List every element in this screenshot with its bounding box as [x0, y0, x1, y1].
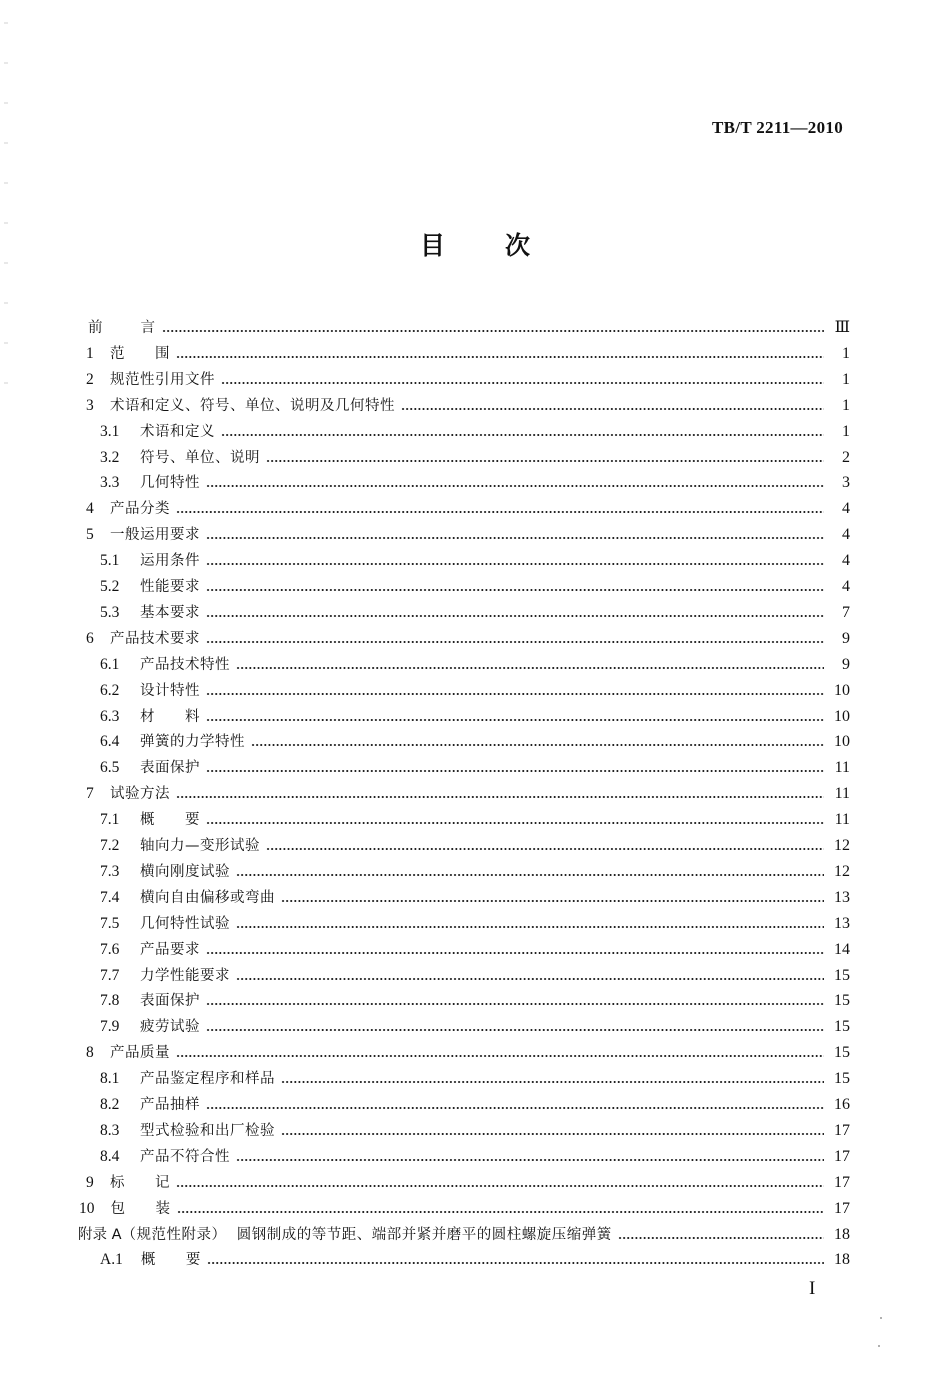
toc-entry-title: 产品技术特性 — [140, 656, 230, 673]
toc-entry-page: 18 — [834, 1225, 850, 1243]
toc-entry-page: 7 — [842, 603, 850, 621]
toc-entry-page: 10 — [834, 733, 850, 751]
title-char-1: 目 — [419, 231, 445, 260]
toc-entry-number: 3 — [86, 396, 94, 414]
toc-entry-page: 4 — [842, 552, 850, 570]
toc-entry-number: 7.8 — [100, 992, 120, 1010]
toc-entry-page: 4 — [842, 526, 850, 544]
toc-entry-page: Ⅲ — [834, 319, 850, 336]
toc-entry-number: 8.1 — [100, 1070, 120, 1088]
toc-entry-number: 7.6 — [100, 940, 120, 958]
toc-entry-title: 言 — [140, 320, 156, 336]
toc-entry[interactable] — [86, 1169, 850, 1193]
toc-entry-page: 12 — [834, 837, 850, 854]
toc-entry[interactable] — [86, 392, 850, 416]
toc-entry-page: 1 — [842, 370, 850, 388]
dot-leader — [206, 1001, 824, 1007]
dot-leader — [206, 613, 824, 619]
toc-entry-page: 4 — [842, 578, 850, 595]
toc-entry-number: 5 — [86, 526, 94, 544]
dot-leader — [236, 976, 824, 982]
toc-entry-page: 15 — [834, 966, 850, 984]
dot-leader — [618, 1235, 824, 1241]
toc-entry-page: 1 — [842, 344, 850, 362]
toc-entry-number: 8.2 — [100, 1096, 120, 1113]
toc-entry-title: 产品不符合性 — [140, 1148, 230, 1165]
dot-leader — [236, 872, 824, 878]
toc-entry-number: 1 — [86, 344, 94, 362]
toc-entry-page: 13 — [834, 914, 850, 932]
toc-entry[interactable] — [100, 728, 850, 752]
page-folio: I — [809, 1278, 816, 1299]
dot-leader — [281, 1131, 824, 1137]
toc-entry-number: 10 — [79, 1199, 95, 1217]
toc-entry-number: 6.1 — [100, 655, 120, 673]
toc-entry-number: 前 — [88, 320, 103, 336]
toc-entry-number: 5.2 — [100, 578, 120, 595]
toc-entry-title: 试验方法 — [110, 786, 170, 803]
dot-leader — [176, 1053, 824, 1059]
toc-entry-number: 8.4 — [100, 1147, 120, 1165]
toc-entry-number: A.1 — [100, 1251, 123, 1269]
toc-entry-page: 18 — [834, 1251, 850, 1269]
dot-leader — [177, 1209, 825, 1215]
toc-entry-title: 横向自由偏移或弯曲 — [140, 889, 275, 906]
toc-entry[interactable] — [100, 936, 850, 960]
dot-leader — [236, 1157, 824, 1163]
dot-leader — [162, 328, 825, 334]
dot-leader — [206, 535, 824, 541]
toc-entry-title: 术语和定义、符号、单位、说明及几何特性 — [110, 397, 395, 414]
toc-entry[interactable] — [100, 547, 850, 571]
dot-leader — [206, 561, 824, 567]
dot-leader — [207, 1260, 824, 1266]
toc-entry-title: 弹簧的力学特性 — [140, 734, 245, 751]
toc-entry-page: 17 — [834, 1199, 850, 1217]
toc-entry-title: 产品要求 — [140, 941, 200, 958]
dot-leader — [206, 691, 824, 697]
toc-entry[interactable] — [100, 703, 850, 727]
toc-entry[interactable] — [100, 1091, 850, 1115]
toc-entry-title: 材 料 — [140, 708, 200, 725]
toc-entry-title: 概 要 — [140, 1252, 201, 1269]
toc-entry-title: 规范性引用文件 — [110, 371, 215, 388]
toc-entry-number: 7 — [86, 785, 94, 803]
toc-entry-number: 7.5 — [100, 914, 120, 932]
toc-entry-title: 符号、单位、说明 — [140, 449, 260, 466]
toc-entry-number: 7.1 — [100, 811, 120, 829]
toc-entry[interactable] — [86, 521, 850, 545]
toc-entry-number: 3.1 — [100, 422, 120, 440]
toc-entry[interactable] — [86, 780, 850, 804]
toc-entry-title: 概 要 — [140, 812, 200, 829]
dot-leader — [206, 950, 824, 956]
toc-entry[interactable] — [100, 884, 850, 908]
toc-entry-title: 产品鉴定程序和样品 — [140, 1071, 275, 1088]
toc-entry-title: 疲劳试验 — [140, 1019, 200, 1036]
toc-entry[interactable] — [86, 366, 850, 390]
toc-entry-title: 产品分类 — [110, 501, 170, 518]
toc-entry-number: 5.1 — [100, 552, 120, 570]
dot-leader — [176, 794, 824, 800]
toc-entry[interactable] — [100, 444, 850, 468]
toc-entry-page: 1 — [842, 422, 850, 440]
dot-leader — [206, 1027, 824, 1033]
toc-entry-number: 7.3 — [100, 862, 120, 880]
dot-leader — [236, 665, 824, 671]
toc-entry-number: 5.3 — [100, 603, 120, 621]
toc-entry[interactable] — [100, 1013, 850, 1037]
toc-entry-page: 9 — [842, 629, 850, 647]
toc-entry[interactable] — [100, 1246, 850, 1270]
toc-entry[interactable] — [86, 495, 850, 519]
toc-entry-title: 范 围 — [110, 345, 170, 362]
toc-entry-title: （规范性附录） 圆钢制成的等节距、端部并紧并磨平的圆柱螺旋压缩弹簧 — [121, 1226, 612, 1243]
toc-entry-number: 8 — [86, 1044, 94, 1062]
toc-entry-title: 表面保护 — [140, 760, 200, 777]
page-title — [0, 226, 950, 262]
toc-entry-page: 2 — [842, 448, 850, 466]
dot-leader — [176, 354, 824, 360]
toc-entry-number: 7.2 — [100, 837, 120, 854]
toc-entry[interactable] — [100, 987, 850, 1011]
toc-entry[interactable] — [100, 418, 850, 442]
toc-entry-title: 产品质量 — [110, 1045, 170, 1062]
dot-leader — [236, 924, 824, 930]
scan-edge-artifact — [4, 0, 8, 400]
toc-entry-page: 9 — [842, 655, 850, 673]
toc-entry-title: 标 记 — [110, 1174, 170, 1191]
toc-entry[interactable] — [79, 1195, 850, 1219]
toc-entry-number: 2 — [86, 370, 94, 388]
toc-entry-page: 12 — [834, 862, 850, 880]
toc-entry[interactable] — [100, 573, 850, 597]
toc-entry[interactable] — [100, 858, 850, 882]
toc-entry-page: 15 — [834, 1044, 850, 1062]
toc-entry-page: 14 — [834, 940, 850, 958]
toc-entry[interactable] — [100, 910, 850, 934]
toc-entry[interactable] — [100, 832, 850, 856]
dot-leader — [221, 432, 824, 438]
toc-entry-page: 4 — [842, 500, 850, 518]
dot-leader — [251, 742, 824, 748]
standard-code: TB/T 2211—2010 — [712, 118, 843, 137]
toc-entry-title: 术语和定义 — [140, 423, 215, 440]
dot-leader — [281, 898, 824, 904]
dot-leader — [206, 639, 824, 645]
toc-entry[interactable] — [100, 469, 850, 493]
toc-entry-number: 3.3 — [100, 474, 120, 492]
toc-entry[interactable] — [86, 340, 850, 364]
toc-entry-title: 轴向力—变形试验 — [140, 838, 260, 854]
dot-leader — [266, 458, 824, 464]
toc-entry-number: 7.4 — [100, 888, 120, 906]
toc-entry[interactable] — [100, 1143, 850, 1167]
toc-entry-title: 运用条件 — [140, 553, 200, 570]
toc-entry-number: 3.2 — [100, 448, 120, 466]
toc-entry-page: 15 — [834, 1070, 850, 1088]
toc-entry-page: 11 — [834, 811, 850, 829]
toc-entry-title: 几何特性 — [140, 475, 200, 492]
toc-entry[interactable] — [100, 754, 850, 778]
toc-entry[interactable] — [100, 651, 850, 675]
dot-leader — [176, 1183, 824, 1189]
toc-entry-number: 6 — [86, 629, 94, 647]
toc-entry-title: 包 装 — [110, 1200, 171, 1217]
toc-entry-title: 力学性能要求 — [140, 967, 230, 984]
dot-leader — [176, 509, 824, 515]
scan-speck — [878, 1345, 880, 1347]
toc-entry[interactable] — [100, 806, 850, 830]
toc-entry-title: 横向刚度试验 — [140, 863, 230, 880]
toc-entry-page: 16 — [834, 1096, 850, 1113]
toc-entry-title: 产品技术要求 — [110, 630, 200, 647]
toc-entry[interactable] — [86, 1039, 850, 1063]
toc-entry-title: 产品抽样 — [140, 1097, 200, 1113]
dot-leader — [266, 846, 824, 852]
toc-entry[interactable] — [88, 314, 850, 338]
toc-entry-page: 17 — [834, 1147, 850, 1165]
toc-entry-number: 9 — [86, 1173, 94, 1191]
toc-entry-number: 6.2 — [100, 681, 120, 699]
toc-entry-number: 7.7 — [100, 966, 120, 984]
dot-leader — [206, 483, 824, 489]
dot-leader — [206, 1105, 824, 1111]
toc-entry-page: 1 — [842, 396, 850, 414]
toc-entry[interactable] — [100, 962, 850, 986]
toc-entry-title: 表面保护 — [140, 993, 200, 1010]
toc-entry-title: 基本要求 — [140, 604, 200, 621]
toc-entry-page: 11 — [834, 759, 850, 777]
toc-entry-title: 型式检验和出厂检验 — [140, 1122, 275, 1139]
dot-leader — [221, 380, 824, 386]
toc-entry[interactable] — [100, 1065, 850, 1089]
toc-entry-number: 4 — [86, 500, 94, 518]
dot-leader — [401, 406, 824, 412]
toc-entry-page: 17 — [834, 1121, 850, 1139]
scan-speck — [880, 1317, 882, 1319]
toc-entry-number: 7.9 — [100, 1018, 120, 1036]
toc-entry-page: 10 — [834, 707, 850, 725]
dot-leader — [206, 768, 824, 774]
toc-entry-number: 6.3 — [100, 707, 120, 725]
toc-entry-page: 17 — [834, 1173, 850, 1191]
dot-leader — [281, 1079, 824, 1085]
toc-entry[interactable] — [100, 1117, 850, 1141]
toc-entry-title: 一般运用要求 — [110, 527, 200, 544]
toc-entry[interactable] — [78, 1221, 850, 1245]
toc-entry-page: 11 — [834, 785, 850, 803]
toc-entry-title: 性能要求 — [140, 579, 200, 595]
title-char-2: 次 — [505, 231, 531, 260]
toc-entry-title: 设计特性 — [140, 682, 200, 699]
toc-entry[interactable] — [100, 677, 850, 701]
toc-entry-page: 3 — [842, 474, 850, 492]
toc-entry-number: 6.5 — [100, 759, 120, 777]
toc-entry[interactable] — [100, 599, 850, 623]
toc-entry-page: 13 — [834, 888, 850, 906]
toc-entry-page: 10 — [834, 681, 850, 699]
dot-leader — [206, 820, 824, 826]
dot-leader — [206, 717, 824, 723]
toc-entry-page: 15 — [834, 1018, 850, 1036]
dot-leader — [206, 587, 824, 593]
toc-entry-number: 8.3 — [100, 1121, 120, 1139]
toc-entry-number: 附录 A — [78, 1226, 122, 1243]
toc-entry-title: 几何特性试验 — [140, 915, 230, 932]
toc-entry-page: 15 — [834, 992, 850, 1010]
toc-entry-number: 6.4 — [100, 733, 120, 751]
toc-entry[interactable] — [86, 625, 850, 649]
